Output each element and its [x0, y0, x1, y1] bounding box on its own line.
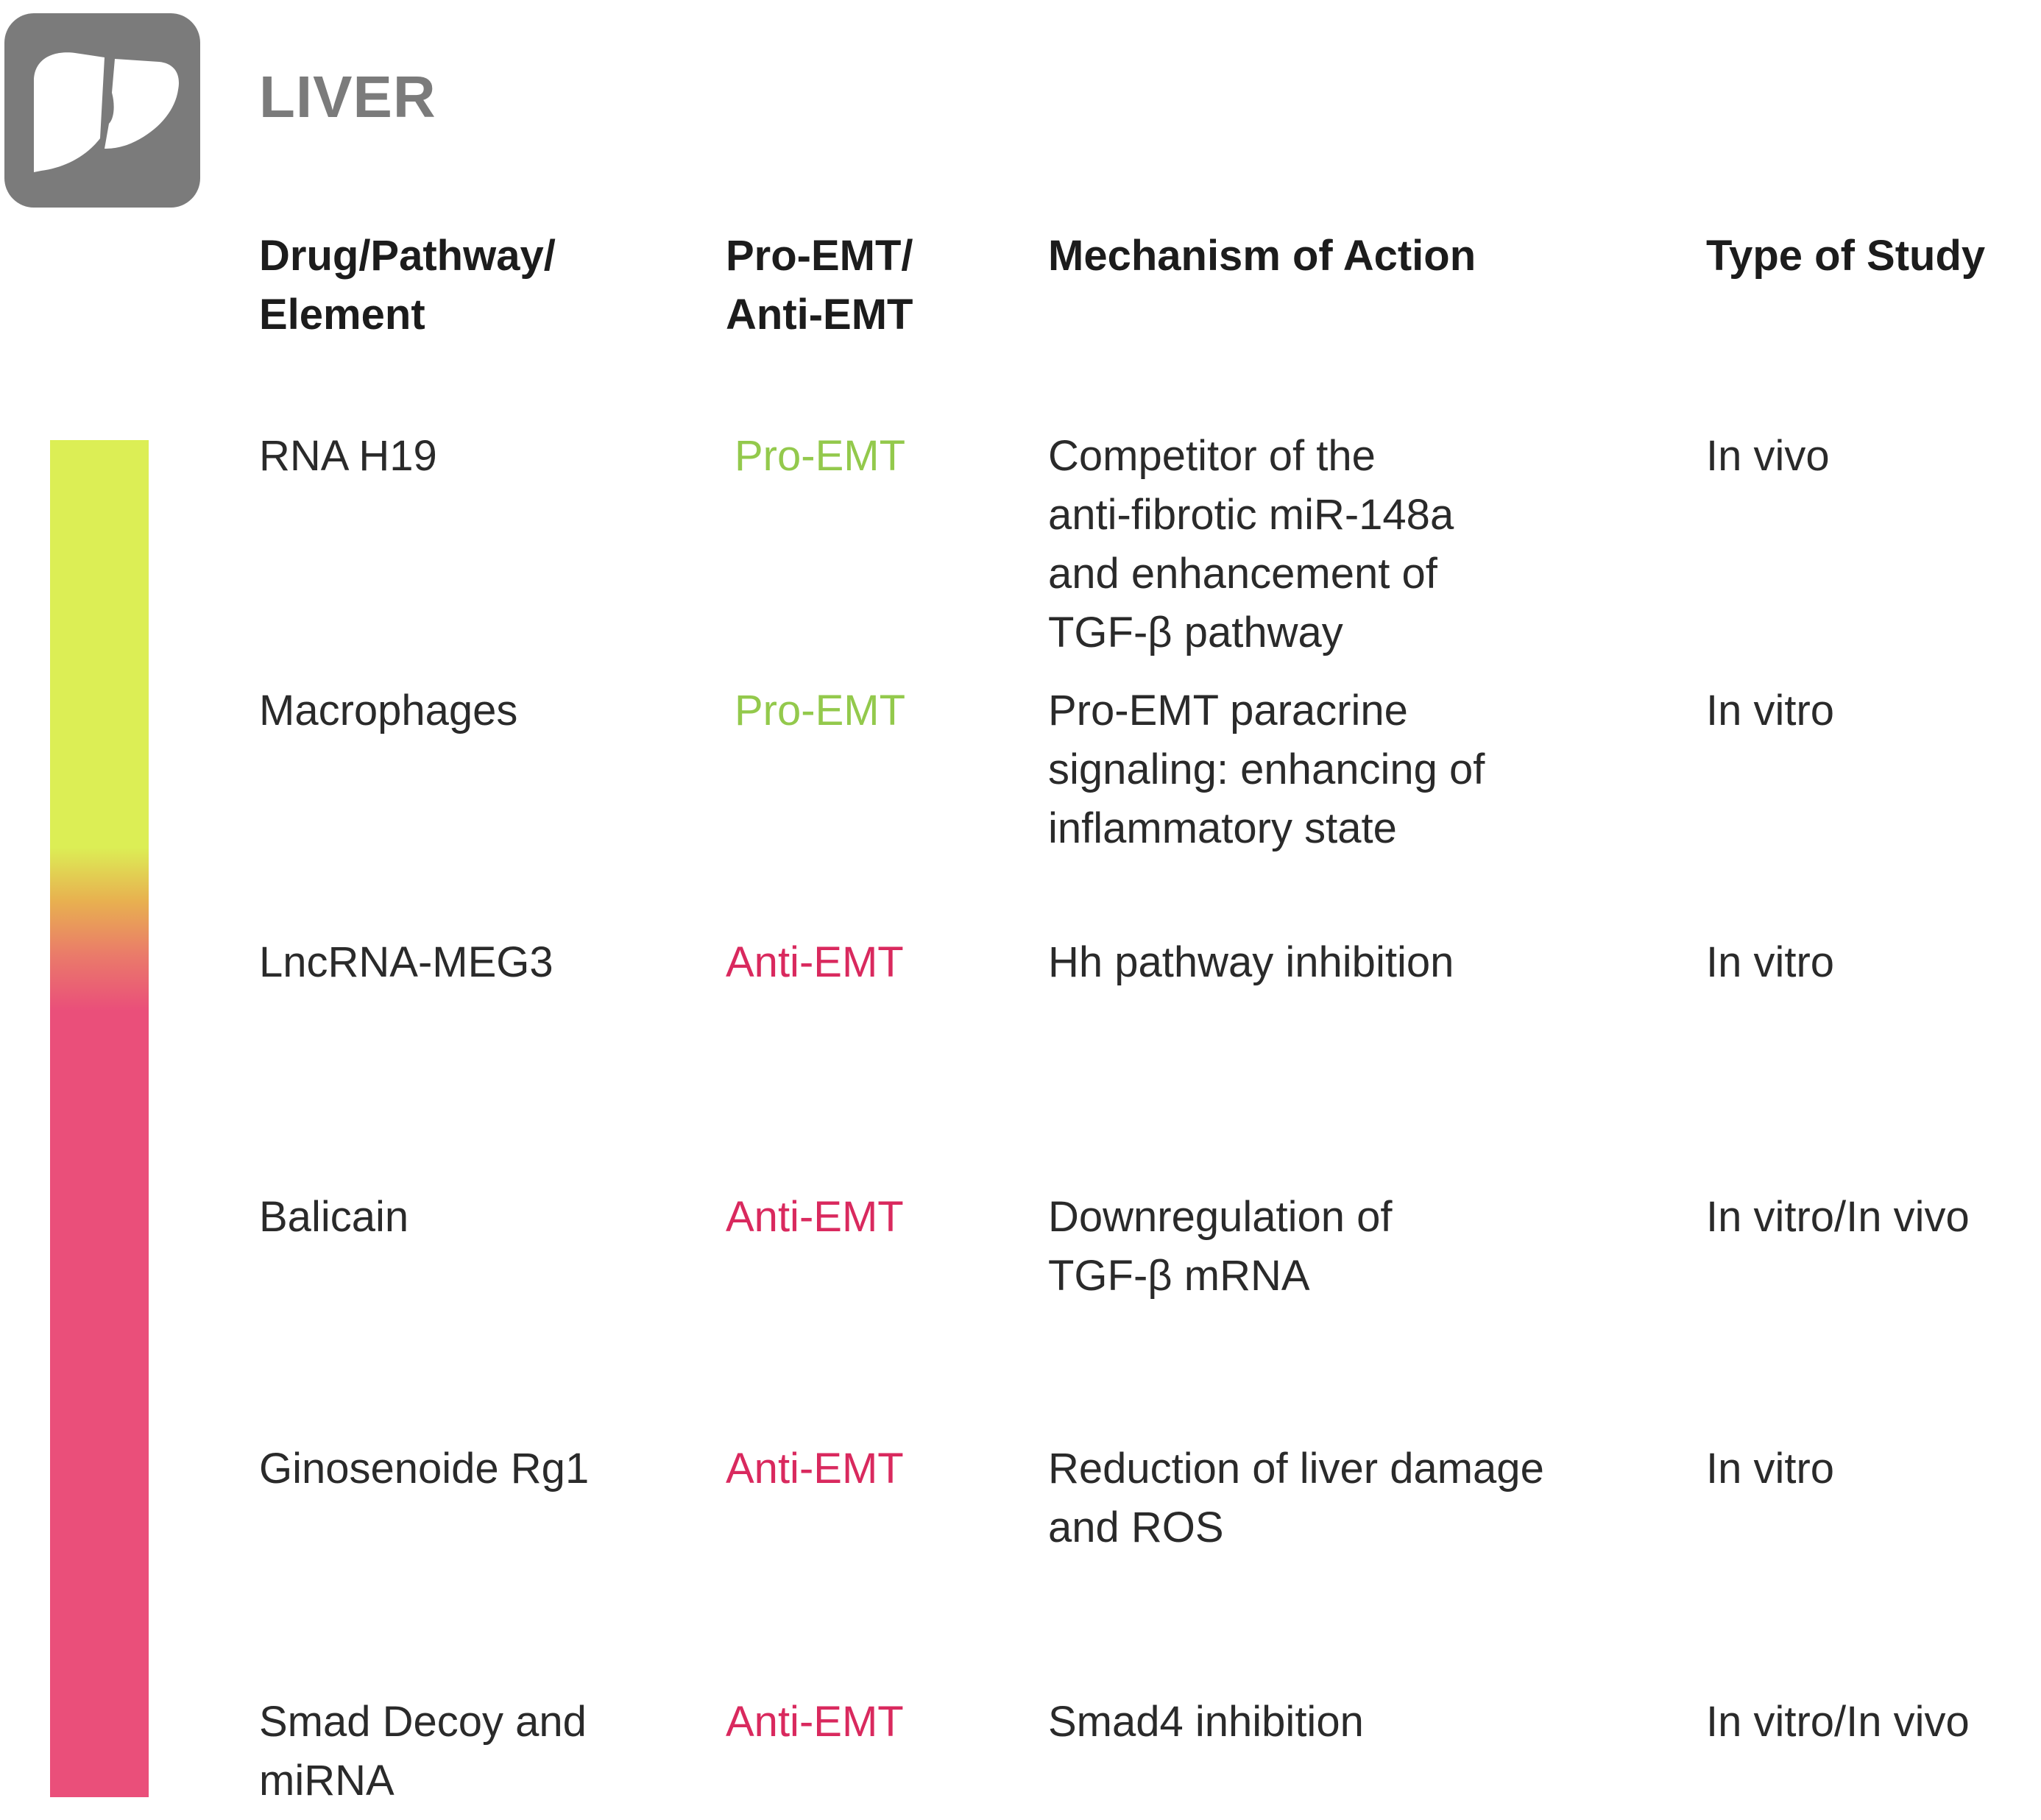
cell-drug-line: RNA H19	[259, 432, 437, 480]
header-mechanism-line: Mechanism of Action	[1048, 232, 1476, 280]
cell-effect: Anti-EMT	[726, 1445, 904, 1493]
liver-icon-graphic	[4, 13, 200, 208]
cell-effect: Anti-EMT	[726, 1698, 904, 1746]
cell-mechanism-line: Pro-EMT paracrine	[1048, 687, 1408, 734]
cell-mechanism-line: and ROS	[1048, 1504, 1224, 1551]
cell-drug-line: Balicain	[259, 1193, 409, 1241]
cell-mechanism-line: TGF-β pathway	[1048, 609, 1343, 656]
cell-effect: Anti-EMT	[726, 1193, 904, 1241]
header-drug-line: Drug/Pathway/	[259, 232, 556, 280]
cell-effect: Pro-EMT	[735, 687, 905, 734]
cell-mechanism-line: Reduction of liver damage	[1048, 1445, 1544, 1493]
header-drug-line: Element	[259, 291, 425, 339]
cell-mechanism	[1048, 681, 1485, 858]
cell-mechanism-line: Downregulation of	[1048, 1193, 1393, 1241]
cell-mechanism-line: TGF-β mRNA	[1048, 1252, 1310, 1300]
cell-mechanism-line: Smad4 inhibition	[1048, 1698, 1364, 1746]
cell-study: In vitro/In vivo	[1706, 1698, 1970, 1746]
page-title: LIVER	[259, 64, 436, 130]
cell-drug	[259, 427, 437, 486]
cell-mechanism-line: anti-fibrotic miR-148a	[1048, 491, 1454, 539]
header-effect	[726, 227, 913, 344]
header-study-line: Type of Study	[1706, 232, 1986, 280]
cell-mechanism-line: Competitor of the	[1048, 432, 1376, 480]
cell-mechanism-line: and enhancement of	[1048, 550, 1437, 598]
emt-gradient-bar	[50, 440, 149, 1797]
cell-drug-line: LncRNA-MEG3	[259, 938, 553, 986]
cell-mechanism-line: Hh pathway inhibition	[1048, 938, 1454, 986]
cell-mechanism	[1048, 1440, 1544, 1557]
cell-study: In vitro	[1706, 1445, 1835, 1493]
cell-effect: Pro-EMT	[735, 432, 905, 480]
cell-drug	[259, 1440, 589, 1498]
cell-mechanism-line: signaling: enhancing of	[1048, 746, 1485, 793]
cell-drug-line: miRNA	[259, 1757, 395, 1805]
cell-study: In vitro	[1706, 687, 1835, 734]
cell-mechanism	[1048, 1188, 1393, 1306]
cell-drug-line: Ginosenoide Rg1	[259, 1445, 590, 1493]
cell-drug-line: Smad Decoy and	[259, 1698, 587, 1746]
header-effect-line: Anti-EMT	[726, 291, 913, 339]
cell-study: In vitro/In vivo	[1706, 1193, 1970, 1241]
header-study	[1706, 227, 1985, 286]
cell-mechanism	[1048, 1693, 1364, 1752]
liver-icon	[4, 13, 200, 208]
cell-drug-line: Macrophages	[259, 687, 518, 734]
header-mechanism	[1048, 227, 1476, 286]
cell-drug	[259, 681, 517, 740]
cell-study: In vivo	[1706, 432, 1830, 480]
cell-study: In vitro	[1706, 938, 1835, 986]
cell-drug	[259, 933, 553, 992]
cell-mechanism-line: inflammatory state	[1048, 804, 1397, 852]
cell-drug	[259, 1188, 408, 1247]
cell-drug	[259, 1693, 587, 1810]
cell-mechanism	[1048, 427, 1454, 662]
header-effect-line: Pro-EMT/	[726, 232, 913, 280]
cell-mechanism	[1048, 933, 1454, 992]
header-drug	[259, 227, 556, 344]
cell-effect: Anti-EMT	[726, 938, 904, 986]
